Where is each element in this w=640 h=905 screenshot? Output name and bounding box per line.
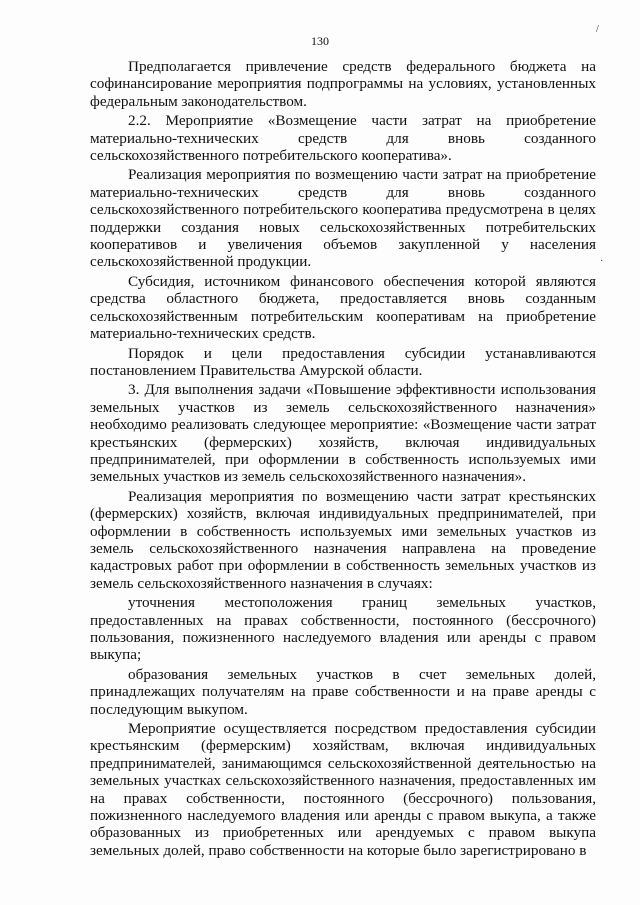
paragraph-task-3: 3. Для выполнения задачи «Повышение эффективности использования земельных участков из земель сельскохозяйственного назначения» необходимо реализовать следующее мероприятие: «Возмещение части затрат крестьянских (фермерских) хозяйств, включая индивидуальных предпринимателей, при оформлении в собственность используемых ими земельных участков из земель сельскохозяйственного назначения». [90, 381, 596, 486]
paragraph-case-land-shares: образования земельных участков в счет земельных долей, принадлежащих получателям на праве собственности и на праве аренды с последующим выкупом. [90, 665, 596, 718]
paragraph-measure-2-2-description: Реализация мероприятия по возмещению части затрат на приобретение материально-технических средств для вновь созданного сельскохозяйственного потребительского кооператива предусмотрена в целях поддержки создания новых сельскохозяйственных потребительских кооперативов и увеличения объемов закупленной у населения сельскохозяйственной продукции. [90, 166, 596, 271]
paragraph-federal-budget: Предполагается привлечение средств федерального бюджета на софинансирование мероприятия подпрограммы на условиях, установленных федеральным законодательством. [90, 58, 596, 110]
paragraph-measure-3-description: Реализация мероприятия по возмещению части затрат крестьянских (фермерских) хозяйств, включая индивидуальных предпринимателей, при оформлении в собственность используемых ими земельных участков из земель сельскохозяйственного назначения направлена на проведение кадастровых работ при оформлении в собственность земельных участков из земель сельскохозяйственного назначения в случаях: [90, 487, 596, 592]
scan-artifact-mark: / [596, 24, 599, 35]
paragraph-subsidy-source: Субсидия, источником финансового обеспечения которой являются средства областного бюджета, предоставляется вновь созданным сельскохозяйственным потребительским кооперативам на приобретение материально-технических средств. [90, 272, 596, 343]
paragraph-measure-implementation: Мероприятие осуществляется посредством предоставления субсидии крестьянским (фермерским) хозяйствам, включая индивидуальных предпринимателей, занимающимся сельскохозяйственной деятельностью на земельных участках сельскохозяйственного назначения, предоставленных им на правах собственности, постоянного (бессрочного) пользования, пожизненного наследуемого владения или аренды с правом выкупа, а также образованных из приобретенных или арендуемых с правом выкупа земельных долей, право собственности на которые было зарегистрировано в [90, 720, 596, 859]
scan-artifact-mark: · [600, 256, 604, 267]
paragraph-case-boundaries: уточнения местоположения границ земельных участков, предоставленных на правах собственности, постоянного (бессрочного) пользования, пожизненного наследуемого владения или аренды с правом выкупа; [90, 594, 596, 664]
paragraph-measure-2-2-heading: 2.2. Мероприятие «Возмещение части затрат на приобретение материально-технических средств для вновь созданного сельскохозяйственного потребительского кооператива». [90, 112, 596, 165]
document-body [90, 58, 596, 859]
paragraph-procedure: Порядок и цели предоставления субсидии устанавливаются постановлением Правительства Амурской области. [90, 344, 596, 379]
page-number: 130 [311, 34, 329, 48]
